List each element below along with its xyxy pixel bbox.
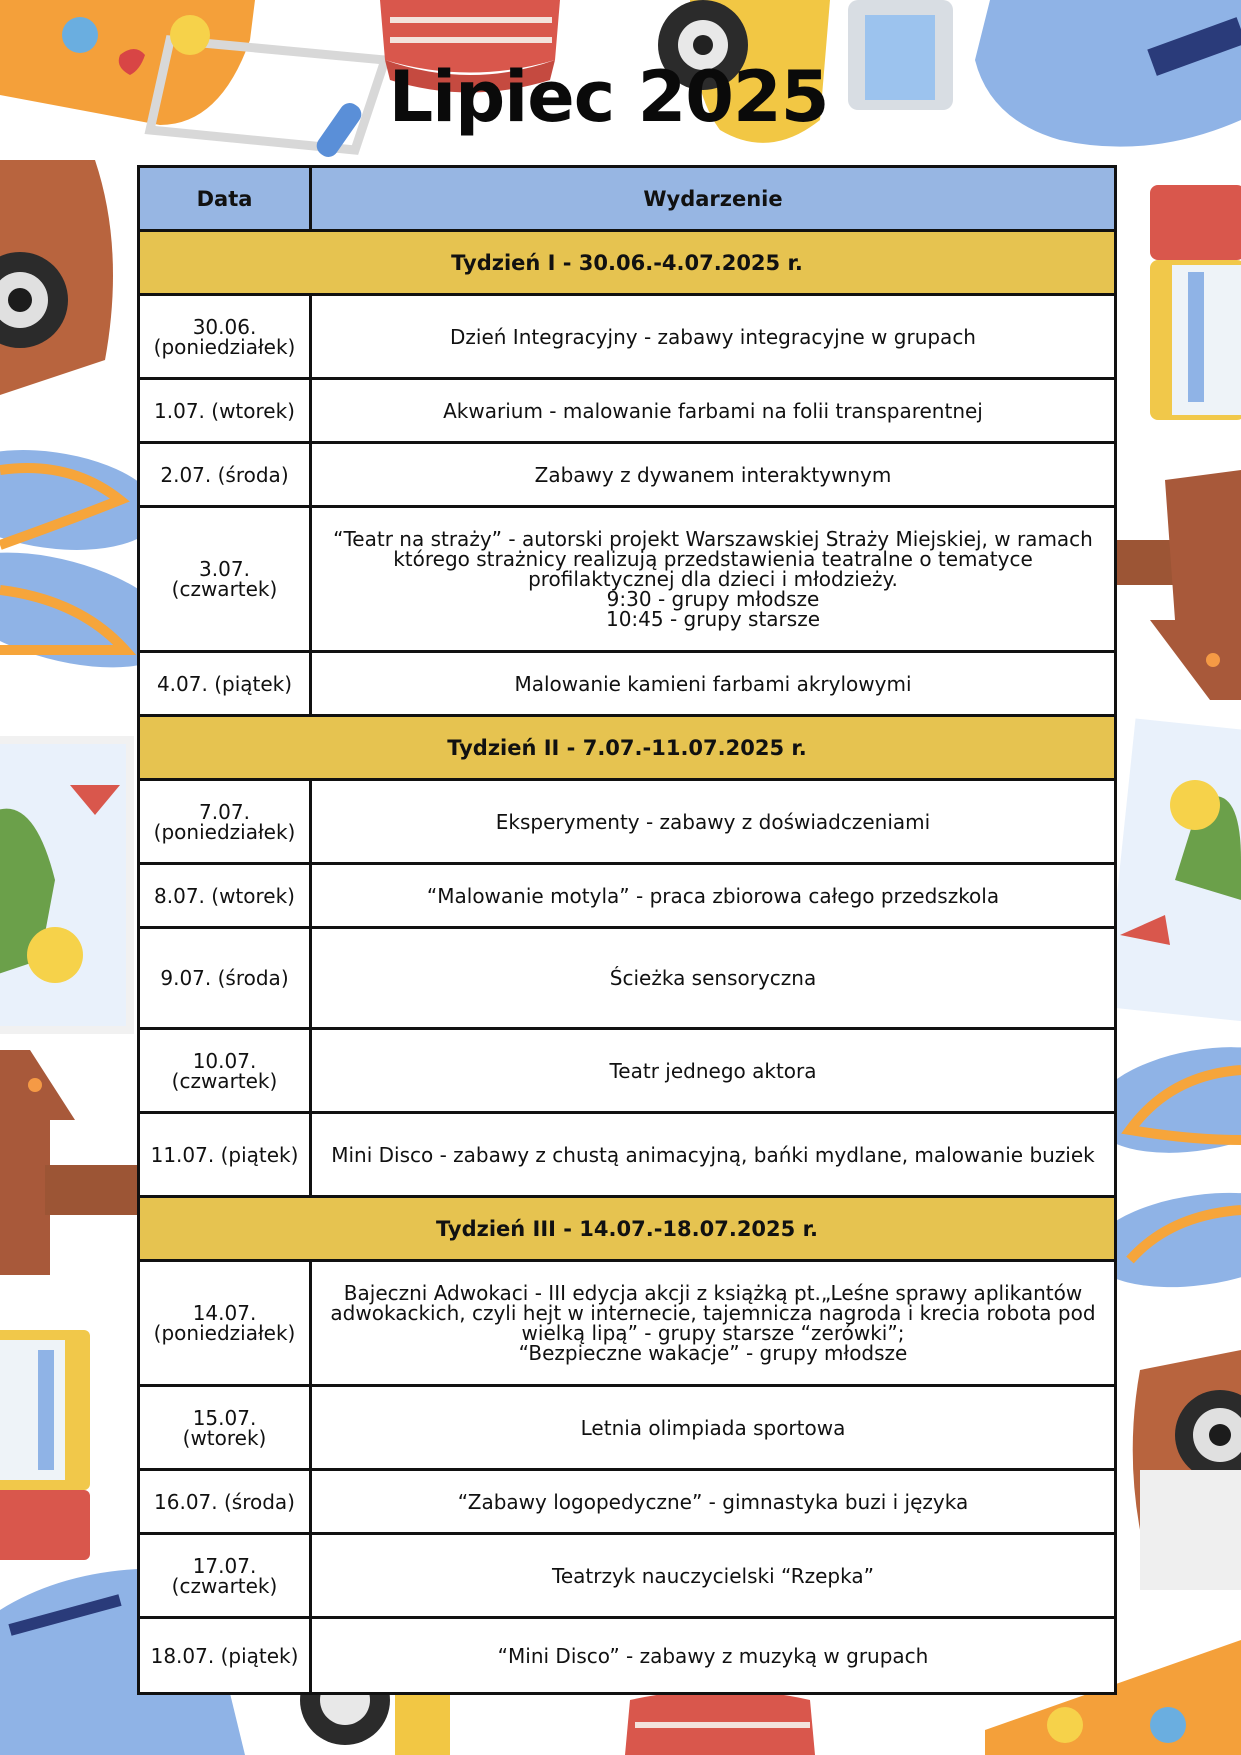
event-column-header: Wydarzenie <box>311 167 1116 231</box>
beach-sign-icon <box>0 1050 140 1275</box>
week-header-row <box>139 231 1116 295</box>
event-line: Bajeczni Adwokaci - III edycja akcji z książką pt.„Leśne sprawy aplikantów <box>343 1281 1083 1305</box>
table-row <box>139 652 1116 716</box>
event-date <box>139 1470 311 1534</box>
event-line: Mini Disco - zabawy z chustą animacyjną, bańki mydlane, malowanie buziek <box>331 1142 1095 1167</box>
date-line: 30.06. <box>192 314 257 339</box>
event-date <box>139 379 311 443</box>
event-description <box>311 1534 1116 1618</box>
date-line: 10.07. <box>192 1048 257 1073</box>
event-date <box>139 443 311 507</box>
schedule-table <box>137 165 1117 1695</box>
table-row <box>139 1534 1116 1618</box>
table-row <box>139 1029 1116 1113</box>
date-line: 16.07. (środa) <box>154 1489 295 1514</box>
date-line: 4.07. (piątek) <box>156 671 293 696</box>
table-row <box>139 1261 1116 1386</box>
date-line: (czwartek) <box>171 577 278 601</box>
event-line: “Mini Disco” - zabawy z muzyką w grupach <box>497 1643 929 1668</box>
event-line: Akwarium - malowanie farbami na folii transparentnej <box>443 398 983 423</box>
date-line: (czwartek) <box>171 1573 278 1598</box>
event-line: profilaktycznej dla dzieci i młodzieży. <box>528 567 898 591</box>
date-line: 8.07. (wtorek) <box>154 883 295 908</box>
date-line: 7.07. <box>199 799 250 824</box>
ticket-icon <box>0 1330 90 1560</box>
event-date <box>139 295 311 379</box>
table-row <box>139 1618 1116 1694</box>
event-line: “Bezpieczne wakacje” - grupy młodsze <box>518 1341 908 1365</box>
event-line: Teatr jednego aktora <box>609 1058 817 1083</box>
date-line: 17.07. <box>192 1553 257 1578</box>
event-line: 10:45 - grupy starsze <box>605 607 820 631</box>
date-line: (czwartek) <box>171 1068 278 1093</box>
table-header-row <box>139 167 1116 231</box>
event-date <box>139 1534 311 1618</box>
event-date <box>139 780 311 864</box>
event-date <box>139 652 311 716</box>
table-row <box>139 864 1116 928</box>
table-row <box>139 780 1116 864</box>
date-line: 15.07. <box>192 1405 257 1430</box>
event-description <box>311 1386 1116 1470</box>
date-line: 3.07. <box>199 557 250 581</box>
week-header-row <box>139 1197 1116 1261</box>
date-line: (poniedziałek) <box>153 1321 296 1345</box>
event-line: Ścieżka sensoryczna <box>609 966 817 990</box>
event-line: adwokackich, czyli hejt w internecie, tajemnicza nagroda i krecia robota pod <box>330 1301 1096 1325</box>
event-description <box>311 1029 1116 1113</box>
event-date <box>139 864 311 928</box>
event-line: Zabawy z dywanem interaktywnym <box>534 462 892 487</box>
event-description <box>311 507 1116 652</box>
event-line: Dzień Integracyjny - zabawy integracyjne w grupach <box>450 324 976 349</box>
event-date <box>139 507 311 652</box>
event-date <box>139 928 311 1029</box>
table-row <box>139 295 1116 379</box>
event-description <box>311 780 1116 864</box>
event-date <box>139 1386 311 1470</box>
ticket-icon <box>1150 185 1241 420</box>
camera-icon <box>0 160 113 395</box>
table-row <box>139 379 1116 443</box>
week-label: Tydzień III - 14.07.-18.07.2025 r. <box>139 1197 1116 1261</box>
week-label: Tydzień I - 30.06.-4.07.2025 r. <box>139 231 1116 295</box>
event-description <box>311 1261 1116 1386</box>
date-line: 11.07. (piątek) <box>150 1142 299 1167</box>
event-description <box>311 443 1116 507</box>
postcard-icon <box>1105 718 1241 1021</box>
event-line: Malowanie kamieni farbami akrylowymi <box>514 671 912 696</box>
event-line: 9:30 - grupy młodsze <box>606 587 820 611</box>
date-column-header: Data <box>139 167 311 231</box>
event-line: Teatrzyk nauczycielski “Rzepka” <box>552 1563 874 1588</box>
event-date <box>139 1618 311 1694</box>
event-description <box>311 1470 1116 1534</box>
event-description <box>311 1618 1116 1694</box>
event-line: Eksperymenty - zabawy z doświadczeniami <box>495 809 931 834</box>
event-line: “Teatr na straży” - autorski projekt Warszawskiej Straży Miejskiej, w ramach <box>333 527 1093 551</box>
table-row <box>139 1470 1116 1534</box>
table-row <box>139 507 1116 652</box>
event-date <box>139 1113 311 1197</box>
table-row <box>139 1386 1116 1470</box>
event-line: Letnia olimpiada sportowa <box>580 1415 846 1440</box>
event-line: którego strażnicy realizują przedstawienia teatralne o tematyce <box>393 547 1033 571</box>
week-header-row <box>139 716 1116 780</box>
date-line: 1.07. (wtorek) <box>154 398 295 423</box>
table-row <box>139 443 1116 507</box>
date-line: 18.07. (piątek) <box>150 1643 299 1668</box>
table-row <box>139 1113 1116 1197</box>
event-date <box>139 1029 311 1113</box>
page-title: Lipiec 2025 <box>388 56 829 138</box>
postcard-icon <box>0 740 130 1030</box>
schedule-body <box>139 231 1116 1694</box>
event-date <box>139 1261 311 1386</box>
event-description <box>311 379 1116 443</box>
date-line: 2.07. (środa) <box>160 462 289 487</box>
event-description <box>311 928 1116 1029</box>
date-line: (wtorek) <box>182 1425 267 1450</box>
date-line: (poniedziałek) <box>153 334 296 359</box>
knit-hat-icon <box>625 1690 815 1755</box>
event-description <box>311 295 1116 379</box>
event-description <box>311 864 1116 928</box>
event-line: wielką lipą” - grupy starsze “zerówki”; <box>521 1321 905 1345</box>
event-description <box>311 1113 1116 1197</box>
date-line: (poniedziałek) <box>153 819 296 844</box>
date-line: 14.07. <box>192 1301 257 1325</box>
week-label: Tydzień II - 7.07.-11.07.2025 r. <box>139 716 1116 780</box>
event-description <box>311 652 1116 716</box>
date-line: 9.07. (środa) <box>160 966 289 990</box>
camera-icon <box>1133 1350 1241 1590</box>
table-row <box>139 928 1116 1029</box>
beach-sign-icon <box>1115 470 1241 700</box>
event-line: “Malowanie motyla” - praca zbiorowa całego przedszkola <box>426 883 1000 908</box>
event-line: “Zabawy logopedyczne” - gimnastyka buzi i języka <box>457 1489 969 1514</box>
